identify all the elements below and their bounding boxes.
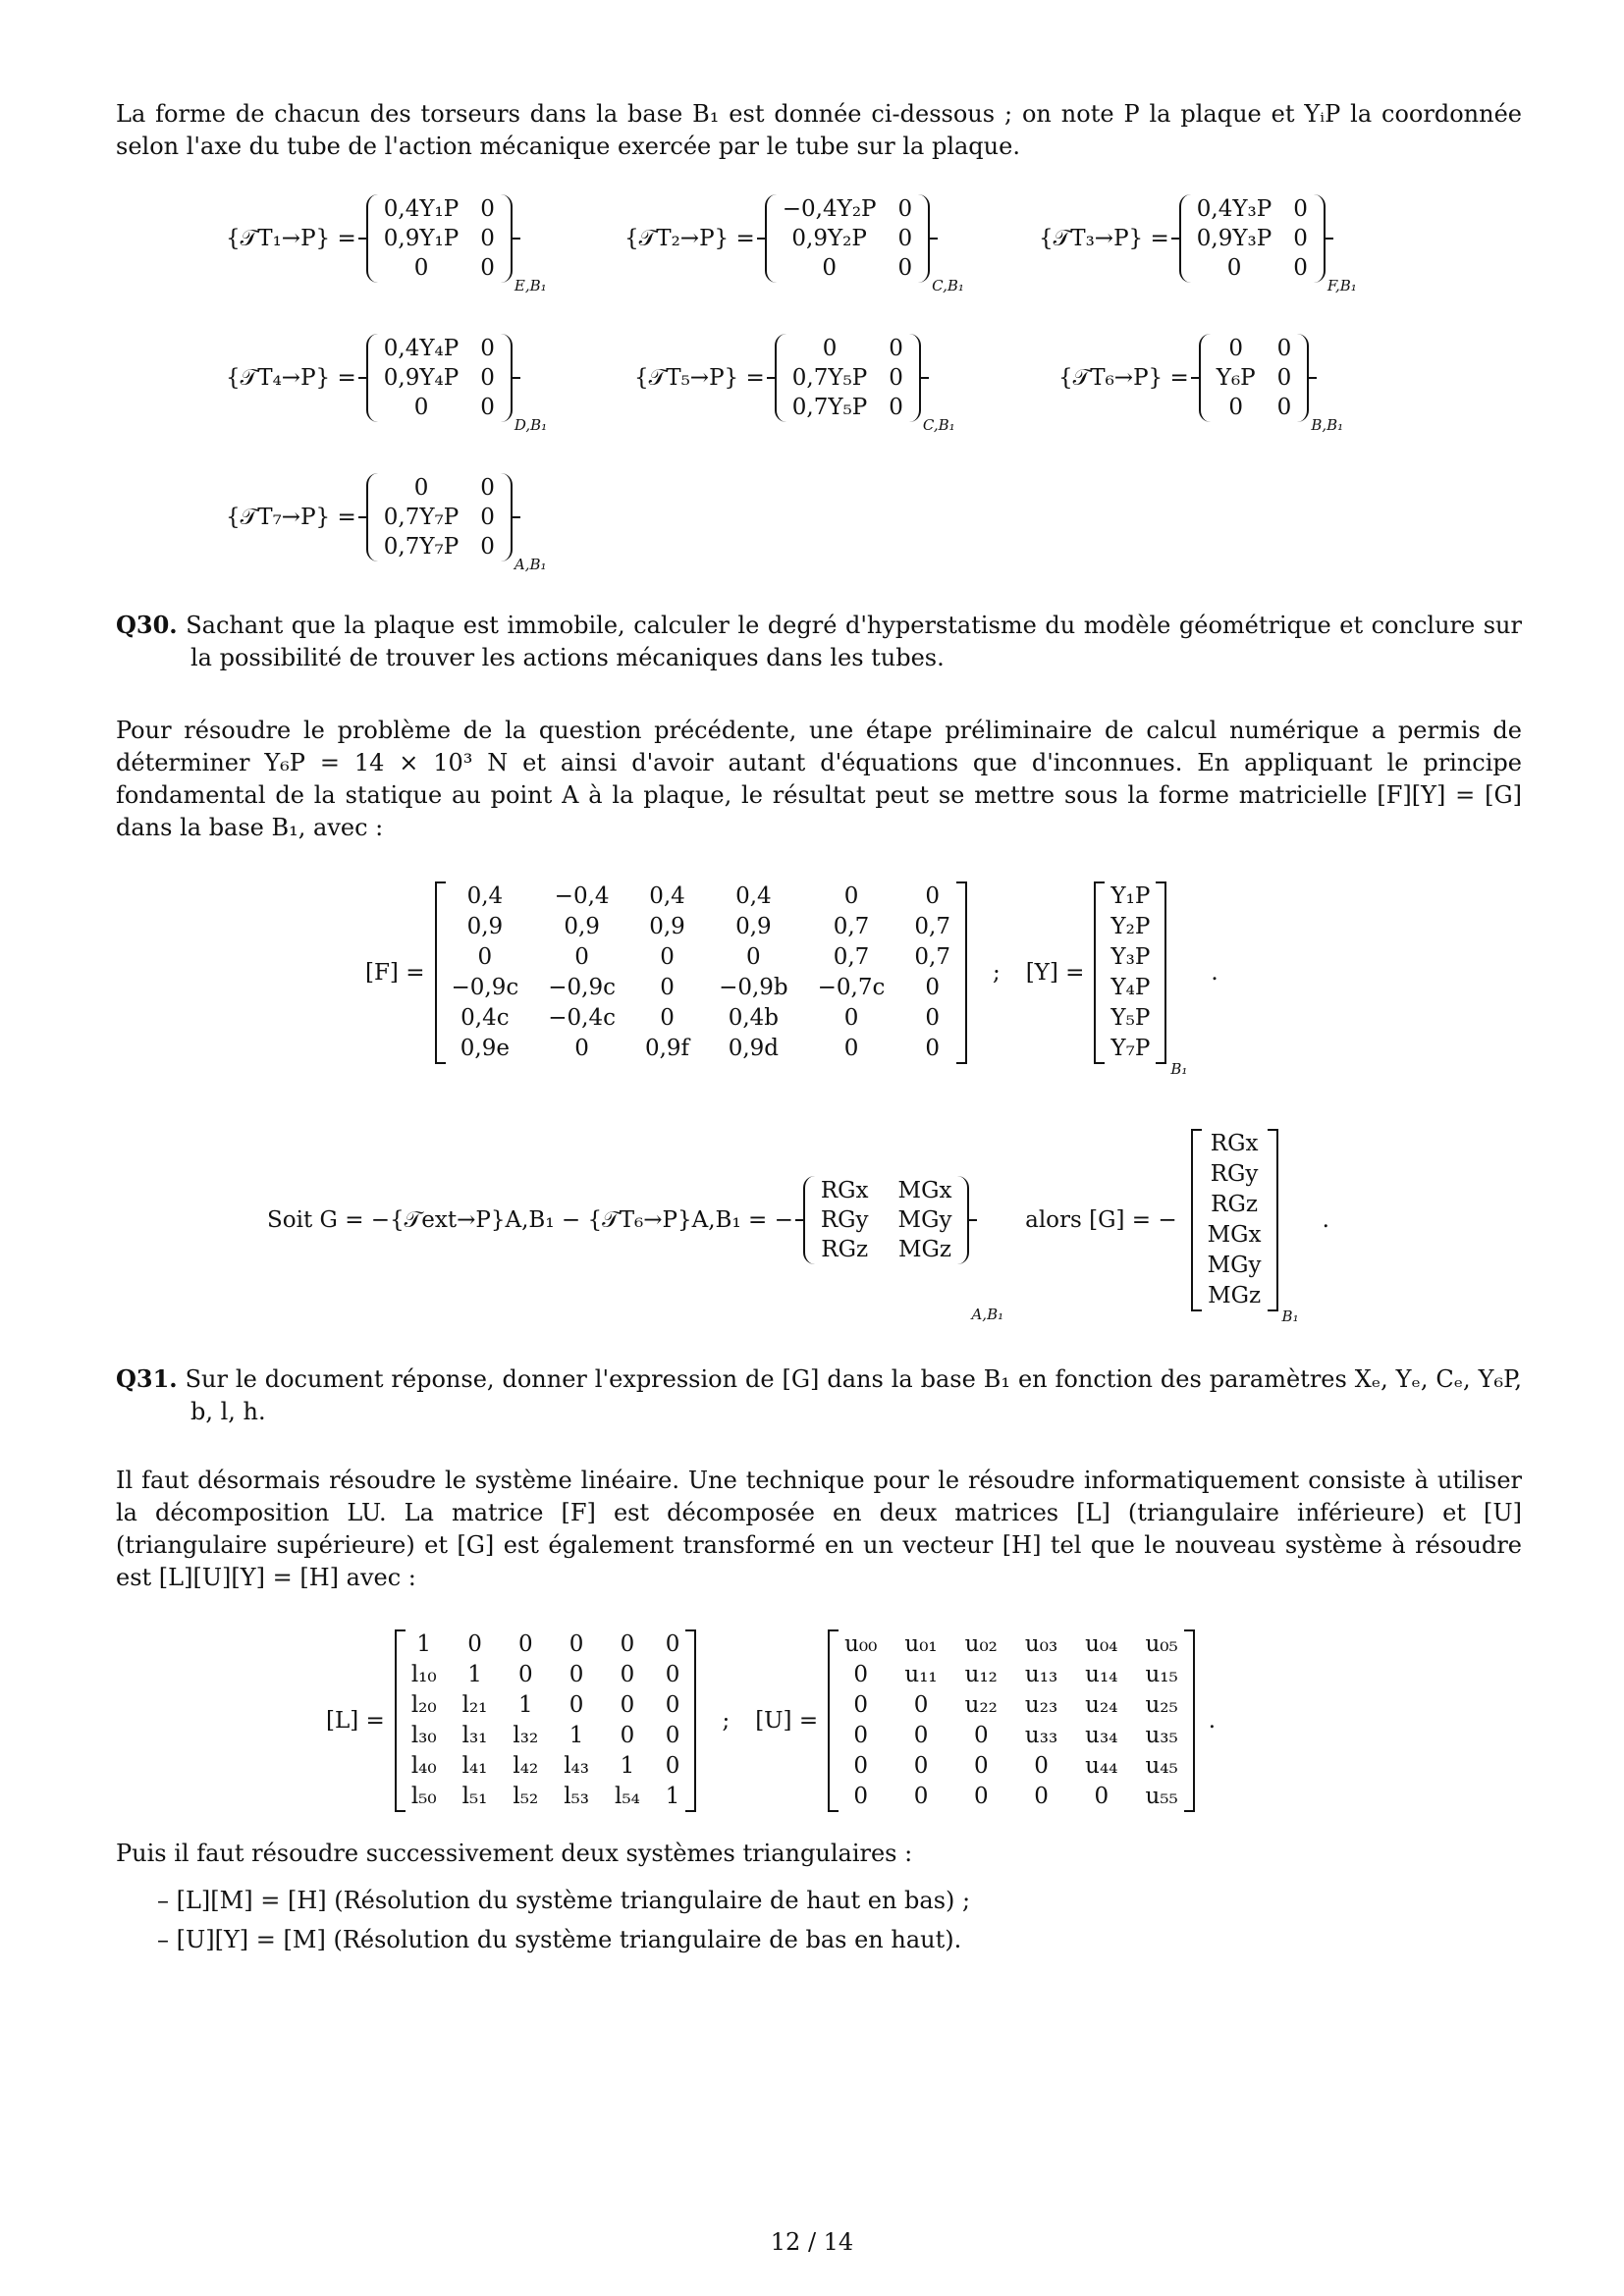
matrix-cell: −0,9c xyxy=(548,975,616,1000)
torsor-grid: −0,4Y₂P 0 0,9Y₂P 0 0 0 xyxy=(782,196,913,281)
matrix-cell: u₁₂ xyxy=(964,1662,998,1687)
matrix-cell: l₅₂ xyxy=(513,1784,539,1809)
matrix-cell: 0 xyxy=(517,1631,533,1657)
matrix-cell: 0 xyxy=(925,975,940,1000)
matrix-cell: 0 xyxy=(568,1631,584,1657)
matrix-cell: l₄₃ xyxy=(564,1753,589,1779)
matrix-cell: 1 xyxy=(467,1662,482,1687)
matrix-cell: 0 xyxy=(843,1005,859,1031)
matrix-cell: 0,7 xyxy=(914,914,950,939)
matrix-cell: 0 xyxy=(660,975,675,1000)
matrix-cell: l₂₁ xyxy=(461,1692,488,1718)
matrix-u xyxy=(828,1629,1195,1812)
matrix-cell: 0 xyxy=(746,944,761,970)
torsor-t5 xyxy=(634,334,955,434)
torsor-t3 xyxy=(1039,194,1357,294)
matrix-cell: u₂₄ xyxy=(1085,1692,1118,1718)
question-q30 xyxy=(116,609,1522,674)
torsor-lhs: {𝒯T₆→P} = xyxy=(1058,365,1189,391)
torsor-t7 xyxy=(226,473,547,573)
page-number: 12 / 14 xyxy=(770,2228,854,2256)
g-mid: alors [G] = − xyxy=(1025,1207,1177,1233)
matrix-cell: 0,9 xyxy=(564,914,600,939)
matrix-cell: l₄₁ xyxy=(461,1753,488,1779)
torsor-sub: B,B₁ xyxy=(1311,416,1344,434)
matrix-cell: 0 xyxy=(568,1692,584,1718)
matrix-cell: MGz xyxy=(1208,1283,1262,1308)
matrix-cell: 0,9e xyxy=(460,1036,510,1061)
question-text: Sachant que la plaque est immobile, calculer le degré d'hyperstatisme du modèle géométrique et conclure sur la possibilité de trouver les actions mécaniques dans les tubes. xyxy=(186,612,1522,671)
matrix-cell: u₁₃ xyxy=(1024,1662,1058,1687)
matrix-u-lhs: [U] = xyxy=(755,1708,819,1734)
matrix-cell: u₄₅ xyxy=(1145,1753,1178,1779)
matrix-cell: l₄₀ xyxy=(410,1753,437,1779)
matrix-cell: Y₂P xyxy=(1110,914,1151,939)
torsor-lhs: {𝒯T₇→P} = xyxy=(226,505,356,530)
matrix-cell: 0 xyxy=(517,1662,533,1687)
torsor-grid: 0,4Y₃P 0 0,9Y₃P 0 0 0 xyxy=(1196,196,1308,281)
matrix-cell: 0 xyxy=(925,1005,940,1031)
matrix-cell: −0,9c xyxy=(451,975,519,1000)
matrix-cell: −0,4c xyxy=(548,1005,616,1031)
torsor-grid: 0,4Y₁P 0 0,9Y₁P 0 0 0 xyxy=(383,196,495,281)
matrix-cell: 0 xyxy=(973,1753,989,1779)
end-dot: . xyxy=(1322,1207,1329,1233)
matrix-cell: Y₃P xyxy=(1110,944,1151,970)
matrix-y-sub: B₁ xyxy=(1170,1060,1188,1078)
torsor-grid: 0 0 0,7Y₇P 0 0,7Y₇P 0 xyxy=(383,475,495,560)
matrix-cell: 0 xyxy=(620,1723,635,1748)
torsor-lhs: {𝒯T₄→P} = xyxy=(226,365,356,391)
torsor-t6 xyxy=(1058,334,1344,434)
matrix-cell: Y₅P xyxy=(1110,1005,1151,1031)
matrix-g-grid xyxy=(1208,1129,1262,1311)
matrix-cell: 1 xyxy=(416,1631,432,1657)
matrix-cell: 0 xyxy=(620,1631,635,1657)
matrix-cell: u₅₅ xyxy=(1145,1784,1178,1809)
matrix-f-grid xyxy=(452,881,950,1064)
intro-paragraph: La forme de chacun des torseurs dans la base B₁ est donnée ci-dessous ; on note P la plaque et YᵢP la coordonnée selon l'axe du tube de l'action mécanique exercée par le tube sur la plaque. xyxy=(116,100,1522,160)
matrix-y-grid xyxy=(1110,881,1150,1064)
matrix-cell: 0 xyxy=(574,1036,589,1061)
matrix-cell: 0,9 xyxy=(735,914,772,939)
matrix-cell: 0 xyxy=(853,1692,869,1718)
separator: ; xyxy=(992,960,1001,986)
matrix-l xyxy=(395,1629,697,1812)
matrix-cell: −0,9b xyxy=(719,975,788,1000)
matrix-cell: −0,4 xyxy=(554,883,610,909)
torsor-sub: C,B₁ xyxy=(922,416,955,434)
matrix-cell: 0 xyxy=(1034,1784,1049,1809)
matrix-f xyxy=(435,881,967,1064)
matrix-cell: 1 xyxy=(665,1784,680,1809)
matrix-cell: 0,9f xyxy=(644,1036,690,1061)
question-label: Q31. xyxy=(116,1364,178,1393)
matrix-cell: 0 xyxy=(568,1662,584,1687)
matrix-cell: l₅₁ xyxy=(461,1784,488,1809)
matrix-cell: RGx xyxy=(1210,1131,1259,1156)
matrix-cell: u₃₄ xyxy=(1085,1723,1118,1748)
matrix-l-grid xyxy=(411,1629,680,1812)
matrix-cell: 1 xyxy=(568,1723,584,1748)
matrix-cell: Y₄P xyxy=(1110,975,1151,1000)
matrix-g-sub: B₁ xyxy=(1281,1308,1299,1325)
matrix-cell: l₄₂ xyxy=(513,1753,539,1779)
matrix-cell: 0 xyxy=(467,1631,482,1657)
matrix-cell: u₀₀ xyxy=(844,1631,878,1657)
matrix-cell: 0 xyxy=(853,1784,869,1809)
torsor-lhs: {𝒯T₁→P} = xyxy=(226,226,356,251)
matrix-cell: 1 xyxy=(517,1692,533,1718)
paragraph-3: Il faut désormais résoudre le système linéaire. Une technique pour le résoudre informatiquement consiste à utiliser la décomposition LU. La matrice [F] est décomposée en deux matrices [L] (triangulaire inférieure) et [U] (triangulaire supérieure) et [G] est également transformé en un vecteur [H] tel que le nouveau système à résoudre est [L][U][Y] = [H] avec : xyxy=(116,1467,1522,1591)
torsor-grid: 0 0 Y₆P 0 0 0 xyxy=(1216,336,1292,420)
g-equation xyxy=(267,1129,1329,1325)
matrix-y xyxy=(1094,881,1166,1064)
matrix-y-lhs: [Y] = xyxy=(1025,960,1085,986)
matrix-cell: 0 xyxy=(925,1036,940,1061)
matrix-cell: 0 xyxy=(660,1005,675,1031)
matrix-cell: Y₁P xyxy=(1110,883,1151,909)
matrix-cell: u₀₁ xyxy=(904,1631,938,1657)
paragraph-4: Puis il faut résoudre successivement deux systèmes triangulaires : xyxy=(116,1840,913,1867)
torsor-sub: A,B₁ xyxy=(514,556,547,573)
matrix-cell: u₃₅ xyxy=(1145,1723,1178,1748)
torsor-grid: 0 0 0,7Y₅P 0 0,7Y₅P 0 xyxy=(791,336,903,420)
g-prefix: Soit G = −{𝒯ext→P}A,B₁ − {𝒯T₆→P}A,B₁ = − xyxy=(267,1207,793,1233)
matrix-cell: 0 xyxy=(925,883,940,909)
matrix-cell: 0,7 xyxy=(833,944,870,970)
matrix-cell: 0,7 xyxy=(914,944,950,970)
question-text: Sur le document réponse, donner l'expression de [G] dans la base B₁ en fonction des paramètres Xₑ, Yₑ, Cₑ, Y₆P, b, l, h. xyxy=(185,1365,1522,1425)
matrix-cell: 0,9 xyxy=(466,914,504,939)
matrix-cell: u₀₅ xyxy=(1145,1631,1178,1657)
matrix-f-lhs: [F] = xyxy=(365,960,425,986)
matrix-cell: 0,4c xyxy=(460,1005,510,1031)
matrix-cell: Y₇P xyxy=(1110,1036,1151,1061)
g-torsor-grid: RGx MGx RGy MGy RGz MGz xyxy=(820,1178,952,1262)
matrix-cell: 0,4b xyxy=(728,1005,779,1031)
matrix-cell: l₃₁ xyxy=(461,1723,488,1748)
torsor-sub: F,B₁ xyxy=(1326,277,1357,294)
torsor-lhs: {𝒯T₃→P} = xyxy=(1039,226,1169,251)
matrix-cell: RGz xyxy=(1211,1192,1258,1217)
torsor-grid: 0,4Y₄P 0 0,9Y₄P 0 0 0 xyxy=(383,336,495,420)
matrix-equation-LU xyxy=(326,1629,1216,1812)
torsor-lhs: {𝒯T₅→P} = xyxy=(634,365,765,391)
matrix-cell: 0 xyxy=(973,1784,989,1809)
matrix-cell: u₁₄ xyxy=(1085,1662,1118,1687)
matrix-cell: 0 xyxy=(665,1723,680,1748)
matrix-cell: 0 xyxy=(1034,1753,1049,1779)
list-item: – [L][M] = [H] (Résolution du système triangulaire de haut en bas) ; xyxy=(157,1887,971,1914)
matrix-cell: 0 xyxy=(665,1692,680,1718)
question-q31 xyxy=(116,1362,1522,1428)
matrix-cell: 0 xyxy=(665,1662,680,1687)
matrix-cell: 1 xyxy=(620,1753,635,1779)
matrix-cell: l₅₀ xyxy=(410,1784,437,1809)
matrix-cell: 0 xyxy=(843,883,859,909)
matrix-cell: 0 xyxy=(973,1723,989,1748)
matrix-equation-FY xyxy=(365,881,1218,1078)
matrix-cell: u₂₅ xyxy=(1145,1692,1178,1718)
matrix-cell: u₃₃ xyxy=(1024,1723,1058,1748)
matrix-cell: 0 xyxy=(913,1723,929,1748)
matrix-cell: u₂₃ xyxy=(1024,1692,1058,1718)
g-torsor-sub: A,B₁ xyxy=(971,1306,1004,1323)
matrix-cell: MGy xyxy=(1207,1253,1262,1278)
matrix-cell: 0 xyxy=(853,1753,869,1779)
matrix-cell: 0 xyxy=(477,944,493,970)
matrix-cell: 0,9 xyxy=(649,914,685,939)
torsor-lhs: {𝒯T₂→P} = xyxy=(624,226,755,251)
list-item: – [U][Y] = [M] (Résolution du système triangulaire de bas en haut). xyxy=(157,1926,962,1953)
matrix-cell: u₄₄ xyxy=(1085,1753,1118,1779)
matrix-cell: 0 xyxy=(665,1753,680,1779)
torsor-sub: D,B₁ xyxy=(514,416,548,434)
torsor-t4 xyxy=(226,334,548,434)
matrix-cell: l₃₀ xyxy=(410,1723,437,1748)
matrix-cell: u₀₃ xyxy=(1024,1631,1058,1657)
matrix-g xyxy=(1191,1129,1278,1311)
matrix-cell: 0 xyxy=(620,1662,635,1687)
matrix-cell: 0 xyxy=(620,1692,635,1718)
matrix-cell: u₁₁ xyxy=(904,1662,938,1687)
matrix-cell: 0 xyxy=(913,1692,929,1718)
matrix-cell: 0,4 xyxy=(466,883,504,909)
matrix-cell: 0 xyxy=(853,1662,869,1687)
end-dot: . xyxy=(1211,960,1218,986)
matrix-cell: 0,7 xyxy=(833,914,870,939)
matrix-cell: −0,7c xyxy=(817,975,886,1000)
matrix-cell: 0,4 xyxy=(649,883,685,909)
matrix-l-lhs: [L] = xyxy=(326,1708,385,1734)
matrix-cell: 0 xyxy=(913,1784,929,1809)
matrix-cell: l₂₀ xyxy=(410,1692,437,1718)
paragraph-2: Pour résoudre le problème de la question précédente, une étape préliminaire de calcul numérique a permis de déterminer Y₆P = 14 × 10³ N et ainsi d'avoir autant d'équations que d'inconnues. En appliquant le principe fondamental de la statique au point A à la plaque, le résultat peut se mettre sous la forme matricielle [F][Y] = [G] dans la base B₁, avec : xyxy=(116,717,1522,841)
matrix-cell: u₁₅ xyxy=(1145,1662,1178,1687)
matrix-cell: 0 xyxy=(574,944,589,970)
torsor-sub: C,B₁ xyxy=(932,277,964,294)
torsor-t1 xyxy=(226,194,547,294)
matrix-cell: 0 xyxy=(843,1036,859,1061)
matrix-cell: u₀₂ xyxy=(964,1631,998,1657)
matrix-cell: u₂₂ xyxy=(964,1692,998,1718)
separator: ; xyxy=(722,1708,731,1734)
matrix-cell: l₁₀ xyxy=(410,1662,437,1687)
matrix-cell: l₅₃ xyxy=(564,1784,589,1809)
matrix-cell: 0 xyxy=(1094,1784,1110,1809)
matrix-cell: l₃₂ xyxy=(513,1723,539,1748)
matrix-cell: 0 xyxy=(665,1631,680,1657)
bullet-list xyxy=(157,1881,970,1959)
matrix-cell: 0 xyxy=(853,1723,869,1748)
question-label: Q30. xyxy=(116,611,178,639)
matrix-cell: 0 xyxy=(913,1753,929,1779)
matrix-cell: MGx xyxy=(1207,1222,1262,1248)
end-dot: . xyxy=(1208,1708,1217,1734)
matrix-cell: 0,4 xyxy=(735,883,772,909)
matrix-cell: 0,9d xyxy=(728,1036,779,1061)
matrix-cell: u₀₄ xyxy=(1085,1631,1118,1657)
matrix-u-grid xyxy=(844,1629,1178,1812)
matrix-cell: RGy xyxy=(1210,1161,1259,1187)
matrix-cell: 0 xyxy=(660,944,675,970)
torsor-t2 xyxy=(624,194,964,294)
torsor-sub: E,B₁ xyxy=(514,277,547,294)
matrix-cell: l₅₄ xyxy=(615,1784,640,1809)
